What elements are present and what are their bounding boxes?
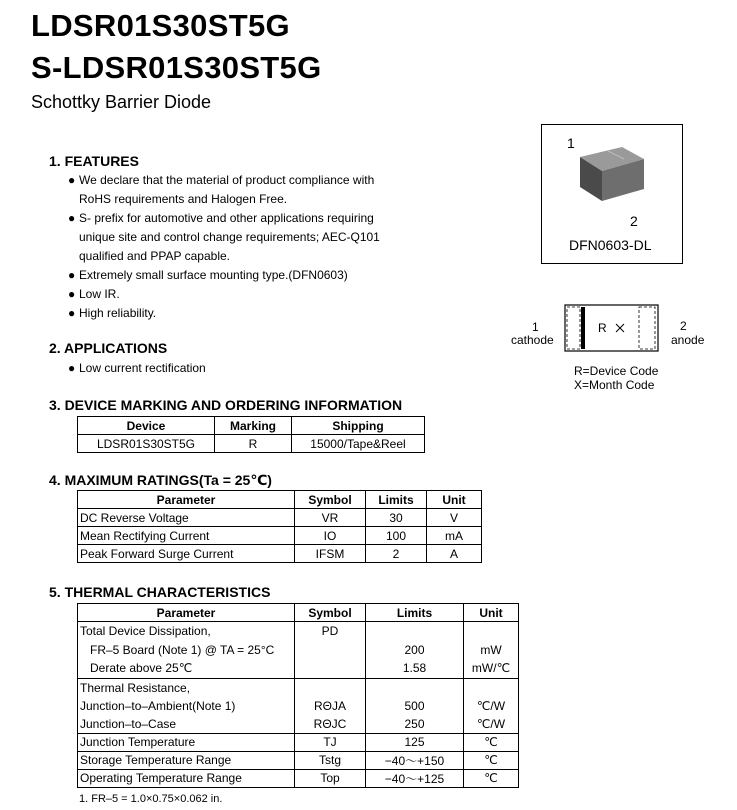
thermal-heading: 5. THERMAL CHARACTERISTICS xyxy=(49,584,271,600)
table-header-row xyxy=(78,604,519,622)
cell-symbol: PD xyxy=(295,622,366,679)
device-code-mark: R xyxy=(598,321,607,335)
cell-param: Mean Rectifying Current xyxy=(78,527,295,545)
cell-param: Junction Temperature xyxy=(78,733,295,751)
anode-pin-number: 2 xyxy=(680,319,687,333)
list-item: ● High reliability. xyxy=(68,306,157,320)
table-row xyxy=(78,622,519,679)
col-limits: Limits xyxy=(366,604,464,622)
list-item-cont: RoHS requirements and Halogen Free. xyxy=(79,192,288,206)
cell-param: Total Device Dissipation, FR–5 Board (Note 1) @ TA = 25°C Derate above 25℃ xyxy=(78,622,295,679)
cell-symbol: IO xyxy=(295,527,366,545)
cell-limit: 30 xyxy=(366,509,427,527)
package-drawing xyxy=(541,124,683,264)
cell-limit: 125 xyxy=(366,733,464,751)
cell-symbol: VR xyxy=(295,509,366,527)
table-row xyxy=(78,769,519,787)
table-header-row xyxy=(78,491,482,509)
col-shipping: Shipping xyxy=(292,417,425,435)
table-row xyxy=(78,509,482,527)
part-number-title: LDSR01S30ST5G xyxy=(31,8,290,43)
cell-limit: 2 xyxy=(366,545,427,563)
list-item: ● S- prefix for automotive and other applications requiring xyxy=(68,211,374,225)
cell-param: DC Reverse Voltage xyxy=(78,509,295,527)
cathode-pin-number: 1 xyxy=(532,320,539,334)
marking-table xyxy=(77,416,425,453)
pin1-label: 1 xyxy=(567,135,575,151)
list-item: ● Low IR. xyxy=(68,287,120,301)
table-row xyxy=(78,545,482,563)
cell-marking: R xyxy=(215,435,292,453)
cell-device: LDSR01S30ST5G xyxy=(78,435,215,453)
col-parameter: Parameter xyxy=(78,604,295,622)
col-unit: Unit xyxy=(464,604,519,622)
marking-diagram xyxy=(563,302,661,354)
cell-symbol: IFSM xyxy=(295,545,366,563)
cell-shipping: 15000/Tape&Reel xyxy=(292,435,425,453)
thermal-footnote: 1. FR–5 = 1.0×0.75×0.062 in. xyxy=(79,793,223,805)
col-marking: Marking xyxy=(215,417,292,435)
table-row xyxy=(78,435,425,453)
col-symbol: Symbol xyxy=(295,604,366,622)
features-list xyxy=(68,171,380,323)
table-row xyxy=(78,678,519,733)
cell-limit: 100 xyxy=(366,527,427,545)
cell-unit: ℃ xyxy=(464,733,519,751)
list-item: ● Extremely small surface mounting type.(DFN0603) xyxy=(68,268,348,282)
cell-unit: ℃/W ℃/W xyxy=(464,678,519,733)
cell-limit: 500 250 xyxy=(366,678,464,733)
cell-param: Storage Temperature Range xyxy=(78,751,295,769)
cell-param: Thermal Resistance, Junction–to–Ambient(Note 1) Junction–to–Case xyxy=(78,678,295,733)
cell-limit: 200 1.58 xyxy=(366,622,464,679)
list-item: ● Low current rectification xyxy=(68,361,206,375)
cell-symbol: TJ xyxy=(295,733,366,751)
ratings-heading: 4. MAXIMUM RATINGS(Ta = 25℃) xyxy=(49,472,272,488)
marking-heading: 3. DEVICE MARKING AND ORDERING INFORMATION xyxy=(49,397,403,413)
table-row xyxy=(78,733,519,751)
cell-unit: mA xyxy=(427,527,482,545)
list-item-cont: unique site and control change requirements; AEC-Q101 xyxy=(79,230,380,244)
cell-unit: ℃ xyxy=(464,751,519,769)
list-item-cont: qualified and PPAP capable. xyxy=(79,249,231,263)
col-parameter: Parameter xyxy=(78,491,295,509)
anode-label: anode xyxy=(671,333,705,347)
col-unit: Unit xyxy=(427,491,482,509)
package-name: DFN0603-DL xyxy=(569,237,652,253)
col-device: Device xyxy=(78,417,215,435)
cell-symbol: RΘJA RΘJC xyxy=(295,678,366,733)
table-row xyxy=(78,751,519,769)
cathode-label: cathode xyxy=(511,333,554,347)
cell-symbol: Tstg xyxy=(295,751,366,769)
part-number-automotive-title: S-LDSR01S30ST5G xyxy=(31,50,322,85)
cell-unit: mW mW/℃ xyxy=(464,622,519,679)
thermal-table xyxy=(77,603,519,788)
features-heading: 1. FEATURES xyxy=(49,153,139,169)
legend-month-code: X=Month Code xyxy=(574,378,655,392)
applications-list xyxy=(68,359,206,378)
table-header-row xyxy=(78,417,425,435)
col-symbol: Symbol xyxy=(295,491,366,509)
cell-limit: −40～+150 xyxy=(366,751,464,769)
cell-unit: A xyxy=(427,545,482,563)
table-row xyxy=(78,527,482,545)
ratings-table xyxy=(77,490,482,563)
pin2-label: 2 xyxy=(630,213,638,229)
page-subtitle: Schottky Barrier Diode xyxy=(31,92,212,112)
applications-heading: 2. APPLICATIONS xyxy=(49,340,168,356)
dfn-package-icon xyxy=(572,143,652,205)
cell-param: Peak Forward Surge Current xyxy=(78,545,295,563)
cell-param: Operating Temperature Range xyxy=(78,769,295,787)
list-item: ● We declare that the material of product compliance with xyxy=(68,173,375,187)
legend-device-code: R=Device Code xyxy=(574,364,659,378)
cell-symbol: Top xyxy=(295,769,366,787)
col-limits: Limits xyxy=(366,491,427,509)
cell-unit: ℃ xyxy=(464,769,519,787)
cell-limit: −40～+125 xyxy=(366,769,464,787)
cell-unit: V xyxy=(427,509,482,527)
